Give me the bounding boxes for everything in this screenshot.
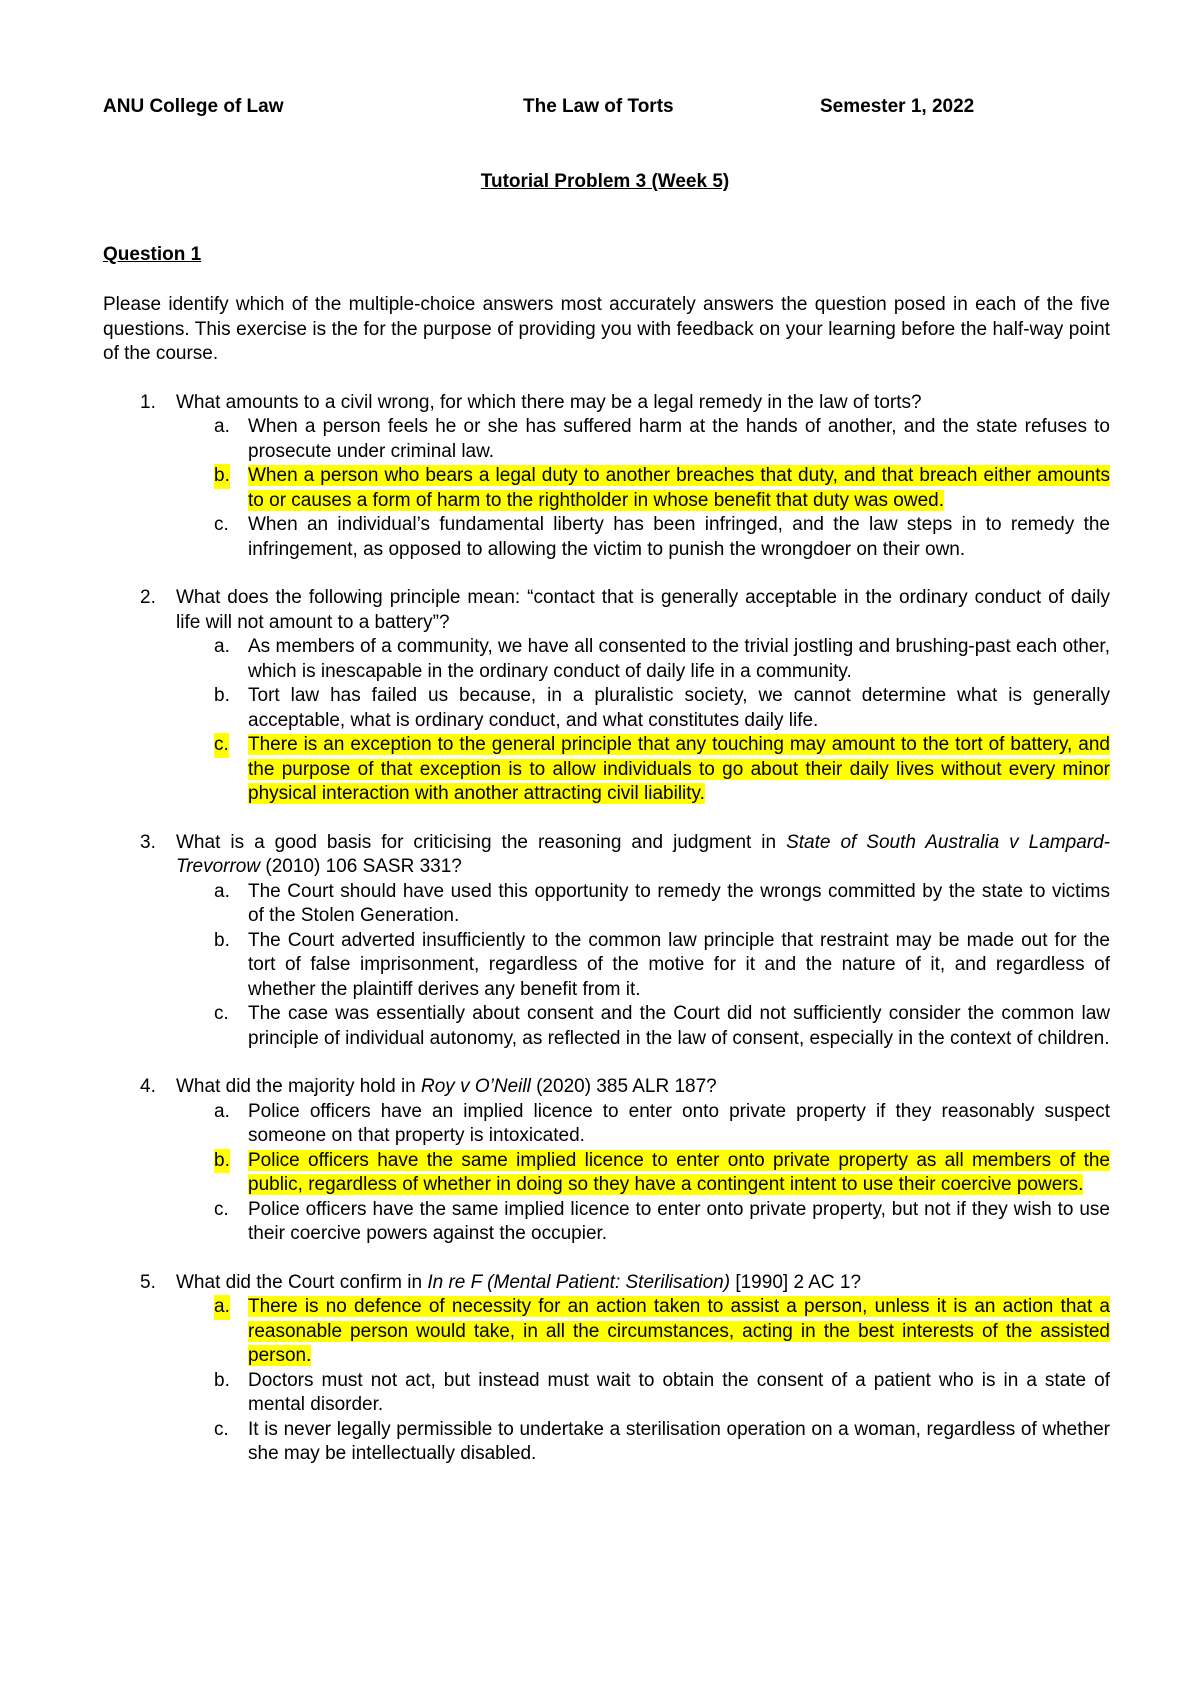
option-letter: b. xyxy=(214,1149,230,1174)
header-semester: Semester 1, 2022 xyxy=(820,96,975,117)
question-text-part: What did the Court confirm in xyxy=(176,1271,428,1293)
document-header xyxy=(0,96,1200,122)
option-letter: a. xyxy=(214,636,230,657)
document-title: Tutorial Problem 3 (Week 5) xyxy=(480,171,730,192)
answer-option-highlighted xyxy=(214,464,1110,513)
option-letter: b. xyxy=(214,1369,230,1391)
answer-option-highlighted xyxy=(214,1295,1110,1369)
answer-option xyxy=(214,929,1110,1003)
option-text: There is an exception to the general principle that any touching may amount to the tort of battery, and the purpose of that exception is to allow individuals to go about their daily lives without every minor physical interaction with another attracting civil liability. xyxy=(248,734,1110,804)
question-text xyxy=(140,391,1110,416)
question-number: 2. xyxy=(140,587,156,608)
question-number: 4. xyxy=(140,1076,156,1097)
question-list xyxy=(0,391,1200,1467)
option-letter: b. xyxy=(214,685,230,706)
answer-option xyxy=(214,415,1110,464)
option-letter: a. xyxy=(214,1100,230,1122)
answer-option xyxy=(214,1100,1110,1149)
question-text-part: (2010) 106 SASR 331? xyxy=(260,856,462,877)
question-text xyxy=(140,1075,1110,1100)
option-text: As members of a community, we have all consented to the trivial jostling and brushing-past each other, which is inescapable in the ordinary conduct of daily life in a community. xyxy=(248,636,1110,682)
option-letter: c. xyxy=(214,1003,229,1024)
answer-option xyxy=(214,1418,1110,1467)
question-heading: Question 1 xyxy=(103,244,202,265)
case-citation: In re F (Mental Patient: Sterilisation) xyxy=(427,1271,731,1293)
question-number: 1. xyxy=(140,391,156,413)
intro-paragraph: Please identify which of the multiple-choice answers most accurately answers the question posed in each of the five questions. This exercise is the for the purpose of providing you with feedback on your learning before the half-way point of the course. xyxy=(103,294,1110,364)
option-text: When a person who bears a legal duty to another breaches that duty, and that breach either amounts to or causes a form of harm to the rightholder in whose benefit that duty was owed. xyxy=(248,465,1110,511)
question-item xyxy=(0,391,1200,563)
option-text: It is never legally permissible to undertake a sterilisation operation on a woman, regardless of whether she may be intellectually disabled. xyxy=(248,1418,1110,1464)
answer-option xyxy=(214,684,1110,733)
question-text xyxy=(140,586,1110,635)
answer-option xyxy=(214,880,1110,929)
option-text: Police officers have an implied licence to enter onto private property if they reasonably suspect someone on that property is intoxicated. xyxy=(248,1100,1110,1146)
option-text: When an individual’s fundamental liberty has been infringed, and the law steps in to remedy the infringement, as opposed to allowing the victim to punish the wrongdoer on their own. xyxy=(248,514,1110,560)
option-text: Police officers have the same implied licence to enter onto private property, but not if they wish to use their coercive powers against the occupier. xyxy=(248,1198,1110,1244)
option-letter: c. xyxy=(214,514,229,535)
answer-option xyxy=(214,513,1110,562)
header-course: The Law of Torts xyxy=(523,96,674,117)
option-text: The Court should have used this opportunity to remedy the wrongs committed by the state to victims of the Stolen Generation. xyxy=(248,880,1110,926)
answer-option xyxy=(214,635,1110,684)
question-item xyxy=(0,831,1200,1052)
option-letter: a. xyxy=(214,880,230,902)
question-item xyxy=(0,586,1200,807)
question-text xyxy=(140,1271,1110,1296)
question-text-part: What amounts to a civil wrong, for which there may be a legal remedy in the law of torts? xyxy=(176,391,922,413)
option-text: When a person feels he or she has suffered harm at the hands of another, and the state refuses to prosecute under criminal law. xyxy=(248,416,1110,462)
question-text-part: What does the following principle mean: “contact that is generally acceptable in the ordinary conduct of daily life will not amount to a battery”? xyxy=(176,587,1110,633)
option-letter: c. xyxy=(214,733,229,758)
option-text: Police officers have the same implied licence to enter onto private property as all members of the public, regardless of whether in doing so they have a contingent intent to use their coercive powers. xyxy=(248,1149,1110,1195)
option-letter: c. xyxy=(214,1418,229,1440)
option-letter: b. xyxy=(214,464,230,489)
case-citation: Roy v O’Neill xyxy=(421,1076,531,1097)
option-letter: a. xyxy=(214,1295,230,1320)
option-letter: a. xyxy=(214,416,230,437)
question-number: 3. xyxy=(140,831,156,853)
question-text-part: What is a good basis for criticising the reasoning and judgment in xyxy=(176,831,787,853)
case-citation: State of South Australia v Lampard-Trevorrow xyxy=(176,831,1110,877)
question-item xyxy=(0,1075,1200,1247)
question-text-part: (2020) 385 ALR 187? xyxy=(530,1076,717,1097)
option-text: The case was essentially about consent and the Court did not sufficiently consider the common law principle of individual autonomy, as reflected in the law of consent, especially in the context of children. xyxy=(248,1003,1110,1049)
option-letter: c. xyxy=(214,1198,229,1220)
option-text: There is no defence of necessity for an action taken to assist a person, unless it is an action that a reasonable person would take, in all the circumstances, acting in the best interests of the assisted person. xyxy=(248,1296,1110,1366)
option-text: Tort law has failed us because, in a pluralistic society, we cannot determine what is generally acceptable, what is ordinary conduct, and what constitutes daily life. xyxy=(248,685,1110,731)
question-number: 5. xyxy=(140,1271,156,1293)
question-text-part: What did the majority hold in xyxy=(176,1076,422,1097)
answer-option xyxy=(214,1369,1110,1418)
answer-option xyxy=(214,1198,1110,1247)
option-text: Doctors must not act, but instead must wait to obtain the consent of a patient who is in a state of mental disorder. xyxy=(248,1369,1110,1415)
question-item xyxy=(0,1271,1200,1467)
header-institution: ANU College of Law xyxy=(103,96,284,117)
option-letter: b. xyxy=(214,929,230,951)
question-text xyxy=(140,831,1110,880)
option-text: The Court adverted insufficiently to the common law principle that restraint may be made out for the tort of false imprisonment, regardless of the motive for it and the nature of it, and regardless of whether the plaintiff derives any benefit from it. xyxy=(248,929,1110,1000)
answer-option-highlighted xyxy=(214,733,1110,807)
answer-option-highlighted xyxy=(214,1149,1110,1198)
question-text-part: [1990] 2 AC 1? xyxy=(730,1271,862,1293)
answer-option xyxy=(214,1002,1110,1051)
